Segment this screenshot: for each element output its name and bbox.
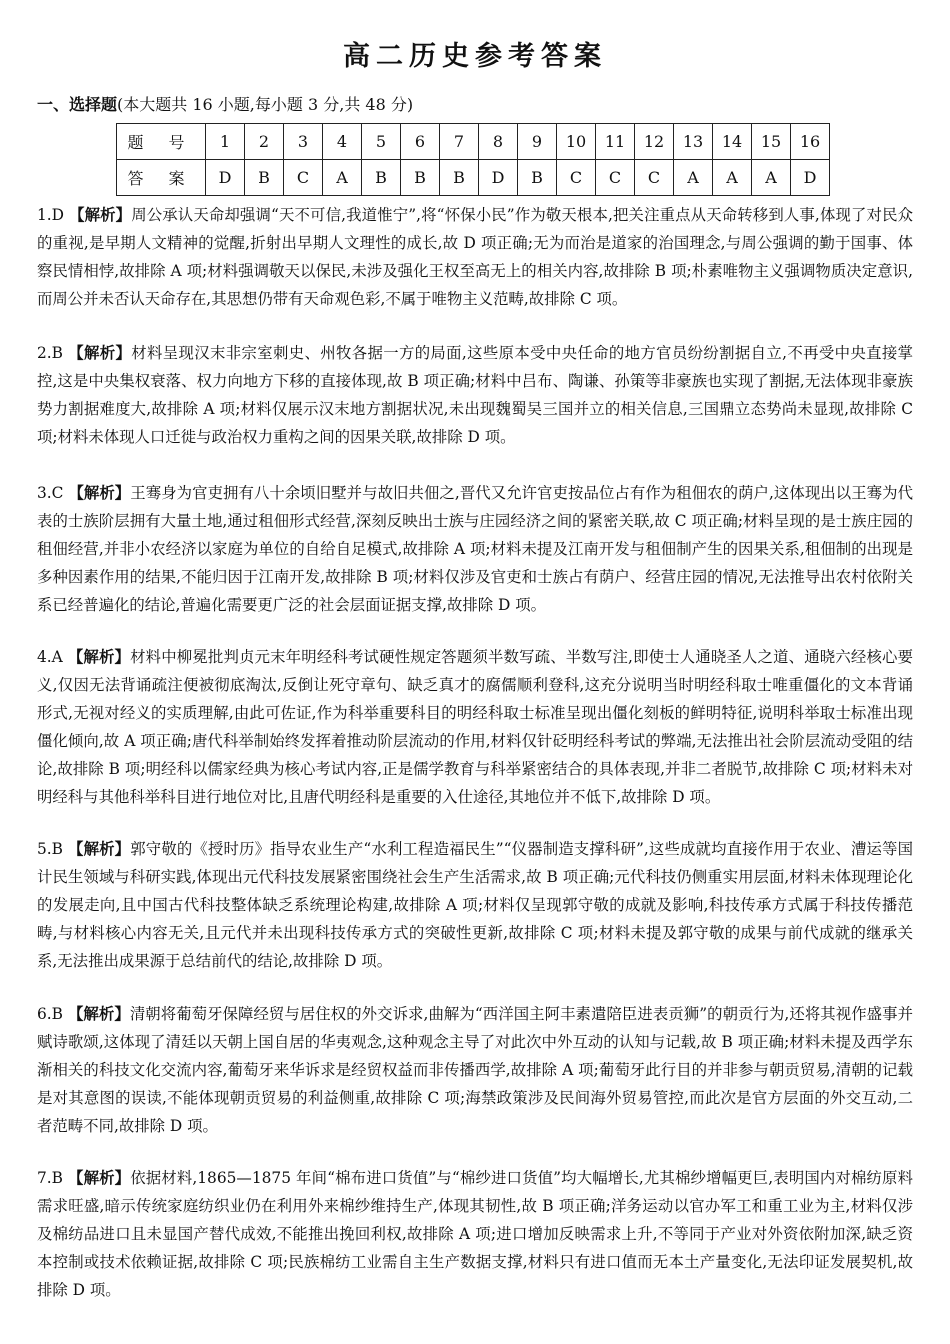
question-number-cell: 14 — [713, 124, 752, 160]
explanation-tag: 【解析】 — [68, 484, 131, 502]
answer-cell: B — [401, 160, 440, 196]
question-number-cell: 8 — [479, 124, 518, 160]
explanation-item — [37, 201, 913, 313]
question-number-cell: 1 — [206, 124, 245, 160]
answer-cell: A — [323, 160, 362, 196]
explanation-number: 7.B — [37, 1169, 63, 1187]
section-heading — [37, 92, 413, 115]
explanation-text: 周公承认天命却强调“天不可信,我道惟宁”,将“怀保小民”作为敬天根本,把关注重点从天命转移到人事,体现了对民众的重视,是早期人文精神的觉醒,折射出早期人文理性的成长,故 D 项正确;无为而治是道家的治国理念,与周公强调的勤于国事、体察民情相悖,故排除 A 项;材料强调敬天以保民,未涉及强化王权至高无上的相关内容,故排除 B 项;朴素唯物主义强调物质决定意识,而周公并未否认天命存在,其思想仍带有天命观色彩,不属于唯物主义范畴,故排除 C 项。 — [37, 206, 913, 308]
explanation-item — [37, 1000, 913, 1140]
answer-cell: C — [635, 160, 674, 196]
answer-cell: D — [206, 160, 245, 196]
explanation-number: 5.B — [37, 840, 63, 858]
explanation-number: 3.C — [37, 484, 64, 502]
page-title: 高二历史参考答案 — [343, 41, 607, 72]
explanation-text: 材料呈现汉末非宗室刺史、州牧各据一方的局面,这些原本受中央任命的地方官员纷纷割据自立,不再受中央直接掌控,这是中央集权衰落、权力向地方下移的直接体现,故 B 项正确;材料中吕布、陶谦、孙策等非豪族也实现了割据,无法体现非豪族势力割据难度大,故排除 A 项;材料仅展示汉末地方割据状况,未出现魏蜀吴三国并立的相关信息,三国鼎立态势尚未显现,故排除 C 项;材料未体现人口迁徙与政治权力重构之间的因果关联,故排除 D 项。 — [37, 344, 913, 446]
explanation-tag: 【解析】 — [67, 648, 131, 666]
explanation-text: 依据材料,1865—1875 年间“棉布进口货值”与“棉纱进口货值”均大幅增长,尤其棉纱增幅更巨,表明国内对棉纺原料需求旺盛,暗示传统家庭纺织业仍在利用外来棉纱维持生产,体现其韧性,故 B 项正确;洋务运动以官办军工和重工业为主,材料仅涉及棉纺品进口且未显国产替代成效,不能推出挽回利权,故排除 A 项;进口增加反映需求上升,不等同于产业对外资依附加深,缺乏资本控制或技术依赖证据,故排除 C 项;民族棉纺工业需自主生产数据支撑,材料只有进口值而无本土产量变化,无法印证发展契机,故排除 D 项。 — [37, 1169, 913, 1299]
explanation-item — [37, 835, 913, 975]
answer-cell: A — [674, 160, 713, 196]
answer-table-answer-row — [117, 160, 830, 196]
answer-cell: C — [596, 160, 635, 196]
explanation-tag: 【解析】 — [69, 206, 132, 224]
explanation-text: 清朝将葡萄牙保障经贸与居住权的外交诉求,曲解为“西洋国主阿丰素遣陪臣进表贡狮”的朝贡行为,还将其视作盛事并赋诗歌颂,这体现了清廷以天朝上国自居的华夷观念,这种观念主导了对此次中外互动的认知与记载,故 B 项正确;材料未提及西学东渐相关的科技文化交流内容,葡萄牙来华诉求是经贸权益而非传播西学,故排除 A 项;葡萄牙此行目的并非参与朝贡贸易,清朝的记载是对其意图的误读,不能体现朝贡贸易的利益侧重,故排除 C 项;海禁政策涉及民间海外贸易管控,而此次是官方层面的外交互动,二者范畴不同,故排除 D 项。 — [37, 1005, 913, 1135]
question-number-cell: 6 — [401, 124, 440, 160]
explanation-item — [37, 479, 913, 619]
answer-cell: B — [440, 160, 479, 196]
question-number-cell: 2 — [245, 124, 284, 160]
explanation-tag: 【解析】 — [68, 344, 132, 362]
explanation-number: 4.A — [37, 648, 63, 666]
explanation-item — [37, 339, 913, 451]
answer-table-number-label: 题 号 — [117, 124, 206, 160]
question-number-cell: 9 — [518, 124, 557, 160]
question-number-cell: 15 — [752, 124, 791, 160]
question-number-cell: 13 — [674, 124, 713, 160]
section-heading-note: (本大题共 16 小题,每小题 3 分,共 48 分) — [117, 95, 414, 114]
explanation-text: 王骞身为官吏拥有八十余顷旧墅并与故旧共佃之,晋代又允许官吏按品位占有作为租佃农的荫户,这体现出以王骞为代表的士族阶层拥有大量土地,通过租佃形式经营,深刻反映出士族与庄园经济之间的紧密关联,故 C 项正确;材料呈现的是士族庄园的租佃经营,并非小农经济以家庭为单位的自给自足模式,故排除 A 项;材料未提及江南开发与租佃制产生的因果关系,租佃制的出现是多种因素作用的结果,不能归因于江南开发,故排除 B 项;材料仅涉及官吏和士族占有荫户、经营庄园的情况,无法推导出农村依附关系已经普遍化的结论,普遍化需要更广泛的社会层面证据支撑,故排除 D 项。 — [37, 484, 913, 614]
answer-cell: B — [362, 160, 401, 196]
question-number-cell: 3 — [284, 124, 323, 160]
explanation-text: 郭守敬的《授时历》指导农业生产“水利工程造福民生”“仪器制造支撑科研”,这些成就均直接作用于农业、漕运等国计民生领域与科研实践,体现出元代科技发展紧密围绕社会生产生活需求,故 B 项正确;元代科技仍侧重实用层面,材料未体现理论化的发展走向,且中国古代科技整体缺乏系统理论构建,故排除 A 项;材料仅呈现郭守敬的成就及影响,科技传承方式属于科技传播范畴,与材料核心内容无关,且元代并未出现科技传承方式的突破性更新,故排除 C 项;材料未提及郭守敬的成果与前代成就的继承关系,无法推出成果源于总结前代的结论,故排除 D 项。 — [37, 840, 913, 970]
answer-table-number-row — [117, 124, 830, 160]
explanation-number: 6.B — [37, 1005, 63, 1023]
question-number-cell: 11 — [596, 124, 635, 160]
section-heading-label: 一、选择题 — [37, 95, 118, 114]
explanation-item — [37, 1164, 913, 1304]
explanation-tag: 【解析】 — [68, 1169, 131, 1187]
answer-cell: B — [245, 160, 284, 196]
answer-cell: C — [557, 160, 596, 196]
question-number-cell: 7 — [440, 124, 479, 160]
explanation-tag: 【解析】 — [67, 1005, 130, 1023]
question-number-cell: 12 — [635, 124, 674, 160]
explanation-number: 1.D — [37, 206, 65, 224]
explanation-text: 材料中柳冕批判贞元末年明经科考试硬性规定答题须半数写疏、半数写注,即使士人通晓圣人之道、通晓六经核心要义,仅因无法背诵疏注便被彻底淘汰,反倒让死守章句、缺乏真才的腐儒顺利登科,这充分说明当时明经科取士唯重僵化的文本背诵形式,无视对经义的实质理解,由此可佐证,作为科举重要科目的明经科取士标准呈现出僵化刻板的鲜明特征,说明科举取士标准出现僵化倾向,故 A 项正确;唐代科举制始终发挥着推动阶层流动的作用,材料仅针砭明经科考试的弊端,无法推出社会阶层流动受阻的结论,故排除 B 项;明经科以儒家经典为核心考试内容,正是儒学教育与科举紧密结合的具体表现,并非二者脱节,故排除 C 项;材料未对明经科与其他科举科目进行地位对比,且唐代明经科是重要的入仕途径,其地位并不低下,故排除 D 项。 — [37, 648, 913, 806]
question-number-cell: 4 — [323, 124, 362, 160]
answer-cell: A — [713, 160, 752, 196]
answer-cell: D — [791, 160, 830, 196]
explanation-tag: 【解析】 — [68, 840, 131, 858]
answer-cell: C — [284, 160, 323, 196]
answer-cell: D — [479, 160, 518, 196]
answer-table-answer-label: 答 案 — [117, 160, 206, 196]
question-number-cell: 10 — [557, 124, 596, 160]
answer-table — [116, 123, 830, 196]
answer-cell: A — [752, 160, 791, 196]
question-number-cell: 16 — [791, 124, 830, 160]
question-number-cell: 5 — [362, 124, 401, 160]
answer-cell: B — [518, 160, 557, 196]
explanation-item — [37, 643, 913, 811]
explanation-number: 2.B — [37, 344, 63, 362]
